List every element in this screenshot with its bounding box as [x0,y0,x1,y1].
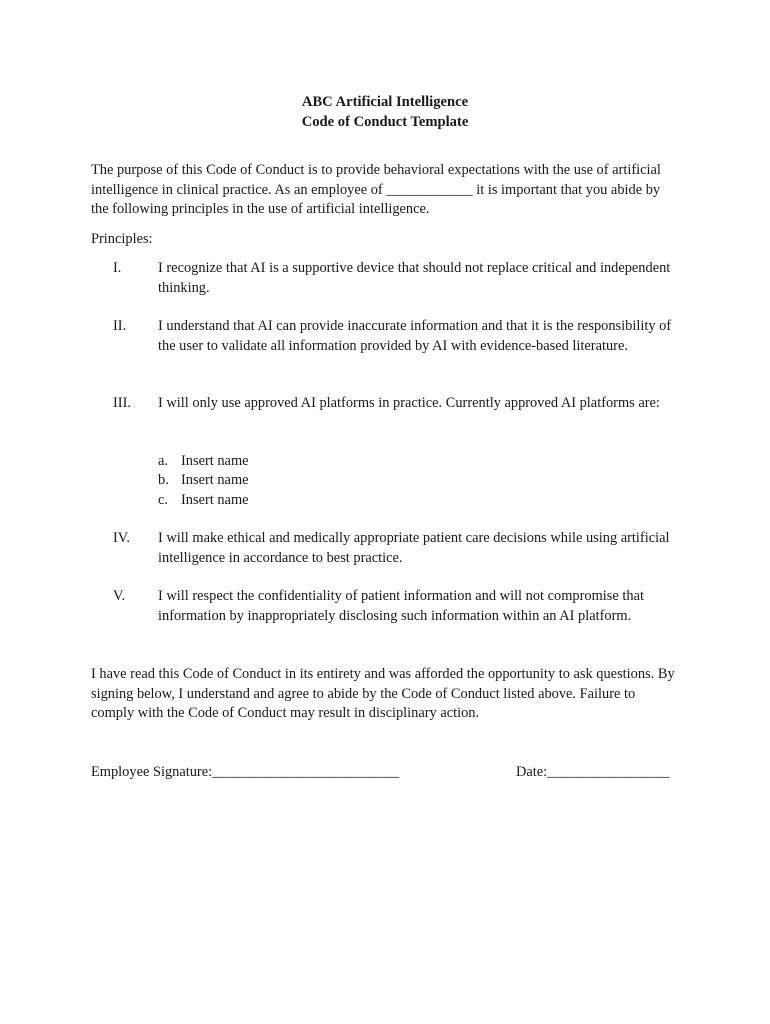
acknowledgement-paragraph: I have read this Code of Conduct in its entirety and was afforded the opportunity to ask questions. By signing below, I understand and agree to abide by the Code of Conduct listed above. Failure to comply with the Code of Conduct may result in disciplinary action. [91,666,675,722]
principle-number: V. [113,588,126,604]
employee-signature-line: Employee Signature:__________________________ [91,764,400,780]
principle-text: I recognize that AI is a supportive device that should not replace critical and independent thinking. [158,260,671,296]
principle-number: IV. [113,530,130,546]
platform-name-placeholder: Insert name [181,492,249,508]
principle-text: I will respect the confidentiality of patient information and will not compromise that information by inappropriately disclosing such information within an AI platform. [158,588,644,624]
document-title: ABC Artificial Intelligence [301,94,469,110]
principle-number: II. [113,318,127,334]
date-line: Date:_________________ [516,764,670,780]
intro-paragraph: The purpose of this Code of Conduct is to provide behavioral expectations with the use of artificial intelligence in clinical practice. As an employee of ____________ it is important that you abide by the following principles in the use of artificial intelligence. [91,162,661,218]
platform-list-letter: a. [158,453,168,469]
principle-text: I will make ethical and medically appropriate patient care decisions while using artificial intelligence in accordance to best practice. [158,530,670,566]
principles-heading: Principles: [91,231,153,247]
principle-number: I. [113,260,122,276]
principle-text: I will only use approved AI platforms in practice. Currently approved AI platforms are: [158,395,660,411]
platform-name-placeholder: Insert name [181,472,249,488]
document-subtitle: Code of Conduct Template [301,114,469,130]
platform-name-placeholder: Insert name [181,453,249,469]
principle-number: III. [113,395,131,411]
platform-list-letter: c. [158,492,168,508]
platform-list-letter: b. [158,472,169,488]
principle-text: I understand that AI can provide inaccurate information and that it is the responsibility of the user to validate all information provided by AI with evidence-based literature. [158,318,672,354]
